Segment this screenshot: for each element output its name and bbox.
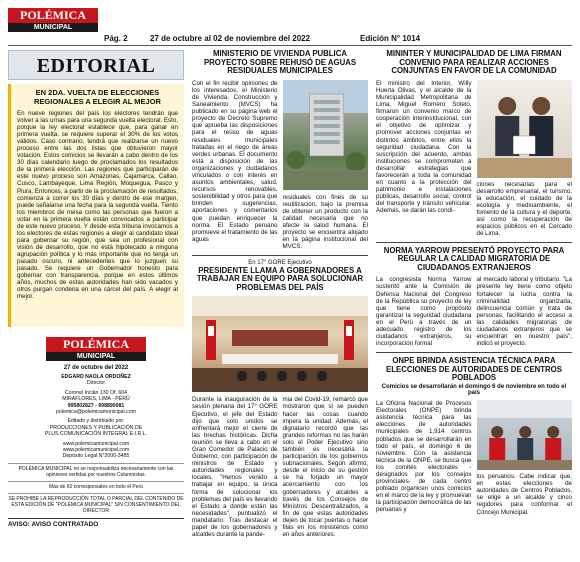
- ministry-building-photo: [283, 80, 369, 190]
- edition-number: Edición N° 1014: [360, 34, 421, 43]
- article-vivienda: [192, 50, 368, 251]
- yarrow-body-2: al mercado laboral y tributario. "La presente ley tiene como objeto fortalecer la lucha contra la criminalidad organizada, delincuencia común y trata de personas, facilitando el acceso a las calidades migratorias de ciudadanos extranjeros que se encuentran en nuestro país", indicó el proyecto.: [476, 276, 572, 348]
- contact-email[interactable]: polemica@polemicamunicipal.com: [56, 409, 136, 416]
- training-illustration: [477, 400, 573, 470]
- vivienda-columns: [192, 80, 368, 251]
- masthead-director: [8, 374, 184, 387]
- gore-session-photo: [192, 296, 368, 392]
- onpe-headline: ONPE BRINDA ASISTENCIA TÉCNICA PARA ELECCIONES DE AUTORIDADES DE CENTROS POBLADOS: [386, 356, 562, 383]
- editorial-article: [8, 84, 184, 327]
- header-rule: [8, 45, 572, 46]
- article-gore: [192, 255, 368, 539]
- article-onpe: [376, 352, 572, 515]
- onpe-training-photo: [477, 400, 573, 470]
- mininter-columns: [376, 80, 572, 238]
- middle-column: [192, 50, 368, 556]
- legal-deposit: Depósito Legal N°2000-3485: [62, 453, 130, 460]
- vivienda-right: [283, 80, 369, 251]
- mininter-body-1: El ministro del Interior, Willy Huerta Olivas, y el alcalde de la Municipalidad Metropolitana de Lima, Miguel Romero Sotelo, firmaron un convenio marco de cooperación interinstitucional, con el objetivo de optimizar y promover acciones conjuntas en distintos ámbitos, entre ellos la seguridad ciudadana. Con la suscripción del acuerdo, ambas instituciones se comprometen a desarrollar estrategias que favorecerán a toda la comunidad en cuanto a la protección del patrimonio e instalaciones públicas, desarrollo social, control del transporte y tránsito vehicular. Además, se darán las condi-: [376, 79, 472, 215]
- copyright-note: SE PROHIBE LA REPRODUCCIÓN TOTAL O PARCIAL DEL CONTENIDO DE ESTA EDICIÓN DE "POLÉMICA MUNICIPAL" SIN CONSENTIMIENTO DEL DIRECTOR: [8, 493, 184, 514]
- notice-footer: AVISO: AVISO CONTRATADO: [8, 518, 184, 528]
- editorial-label: EDITORIAL: [8, 50, 184, 80]
- onpe-columns: [376, 400, 572, 516]
- article-mininter: [376, 50, 572, 238]
- director-name: EDGARD NAOLA ORDOÑEZ: [61, 374, 131, 380]
- newspaper-logo: [8, 8, 98, 38]
- gore-body-2: mia del Covid-19, remarcó que mostraron que sí se pueden hacer las cosas cuando impera la unidad. Además, el dignatario recordó que las grandes reformas no las harán solo el Poder Ejecutivo sino también es necesaria la participación de los gobiernos subnacionales. Según afirmó, desde el inicio de su gestión se ha forjado un mayor acercamiento con los gobernadores y alcaldes a través de los Consejos de Ministros Descentralizados, a fin de que estas autoridades dejen de tocar puertas o hacer filas en los ministerios como en años anteriores.: [282, 396, 368, 539]
- yarrow-headline: NORMA YARROW PRESENTÓ PROYECTO PARA REGULAR LA CALIDAD MIGRATORIA DE CIUDADANOS EXTRANJEROS: [383, 245, 565, 272]
- article-yarrow: [376, 242, 572, 348]
- session-illustration: [192, 296, 368, 392]
- masthead-contact: [8, 390, 184, 416]
- onpe-right: [477, 400, 573, 516]
- masthead-publisher: [8, 418, 184, 437]
- agreement-signing-photo: [477, 80, 573, 178]
- issue-date: 27 de octubre al 02 de noviembre del 2022: [150, 34, 311, 43]
- vivienda-body-2: residuales con fines de su reutilización, bajo la premisa de obtener un producto con la calidad necesaria que no afecte la salud humana. El proyecto se encuentra alojado en la página institucional del MVCS.: [282, 193, 368, 251]
- yarrow-body-1: La congresista Norma Yarrow sustentó ante la Comisión de Defensa Nacional del Congreso de la República su proyecto de ley que tiene como propósito garantizar la seguridad ciudadana en el Perú a través de un adecuado registro de los ciudadanos extranjeros, su incorporación formal: [376, 276, 472, 348]
- vivienda-body-1: Con el fin recibir opiniones de los interesados, el Ministerio de Vivienda, Construcción y Saneamiento (MVCS) ha publicado en su página web el proyecto de Decreto Supremo que aprueba las disposiciones para el reúso de aguas residuales municipales tratadas en el riego de áreas verdes urbanas. El documento está a disposición de las organizaciones y ciudadanos vinculados o con interés en asuntos ambientales, salud, recursos renovables, sostenibilidad y otros para que brinden sugerencias, aportaciones y comentarios que puedan enriquecer la norma. El Estado peruano promueve el tratamiento de las aguas: [192, 79, 278, 243]
- director-role: Director: [86, 380, 106, 387]
- building-illustration: [283, 80, 369, 190]
- masthead-date: 27 de octubre del 2022: [63, 365, 129, 371]
- logo-subtitle: MUNICIPAL: [8, 23, 98, 32]
- website-link-1[interactable]: www.polemicamunicipal.com: [62, 440, 130, 447]
- disclaimer-note: POLÉMICA MUNICIPAL no se responsabiliza necesariamente con las opiniones vertidas por nuestros Columnistas.: [8, 463, 184, 478]
- gore-columns: [192, 396, 368, 538]
- vivienda-headline: MINISTERIO DE VIVIENDA PUBLICA PROYECTO SOBRE REHUSÓ DE AGUAS RESIDUALES MUNICIPALES: [203, 49, 357, 76]
- yarrow-columns: [376, 276, 572, 347]
- masthead-web: [8, 441, 184, 460]
- publisher-line-3: PLUS COMUNICACIÓN INTEGRAL E.I.R.L.: [44, 431, 148, 438]
- gore-kicker: En 17° GORE Ejecutivo: [248, 259, 312, 266]
- editorial-headline: EN 2DA. VUELTA DE ELECCIONES REGIONALES A ELEGIR AL MEJOR: [34, 88, 161, 106]
- masthead-logo: [46, 337, 146, 361]
- gore-headline: PRESIDENTE LLAMA A GOBERNADORES A TRABAJAR EN EQUIPO PARA SOLUCIONAR PROBLEMAS DEL PAÍS: [196, 265, 364, 292]
- mininter-body-2: ciones necesarias para el desarrollo empresarial, el turismo, la educación, el cuidado de la ecología y medioambiente, el fomento de la cultura y el deporte, así como la recuperación de espacios públicos en el Cercado de Lima.: [476, 180, 572, 238]
- left-column: [8, 50, 184, 556]
- onpe-body-2: los peruanos. Cabe indicar que, en estas elecciones de autoridades de Centros Poblados, se elige a un alcalde y cinco regidores para conformar el Concejo Municipal.: [476, 473, 572, 516]
- page-number: Pág. 2: [104, 34, 128, 43]
- onpe-subhead: Comicios se desarrollarán el domingo 6 de noviembre en todo el país: [381, 384, 567, 397]
- right-column: [376, 50, 572, 556]
- publisher-line-2: PRODUCCIONES Y PUBLICACIÓN DE: [49, 424, 143, 431]
- address-line-1: Coronel Inclán 130 Of. 604: [64, 389, 127, 396]
- gore-body-1: Durante la inauguración de la sesión plenaria del 17° GORE Ejecutivo, el jefe del Estado dijo que solo unidos se enfrentará mejor el cierre de las brechas históricas. Dicha reunión se lleva a cabo en el Gran Comedor de Palacio de Gobierno, con participación de ministros de Estado y autoridades regionales y locales. "Hemos venido a trabajar en equipo, la única forma de solucionar los problemas del país es llevando el Estado a donde están las necesidades", puntualizó el mandatario. Tras destacar el papel de los gobernadores y alcaldes durante la pande-: [192, 396, 278, 539]
- page-header: [0, 0, 580, 46]
- masthead: [8, 337, 184, 528]
- mininter-right: [477, 80, 573, 238]
- masthead-logo-title: POLÉMICA: [46, 337, 146, 352]
- address-line-2: MIRAFLORES, LIMA - PERÚ: [62, 396, 130, 403]
- phone-numbers: 995802827 - 998890081: [67, 402, 125, 409]
- mininter-headline: MININTER Y MUNICIPALIDAD DE LIMA FIRMAN CONVENIO PARA REALIZAR ACCIONES CONJUNTAS EN FAVOR DE LA COMUNIDAD: [386, 49, 562, 76]
- website-link-2[interactable]: www.polemicamunicipal.com: [62, 447, 130, 454]
- masthead-logo-subtitle: MUNICIPAL: [46, 352, 146, 361]
- logo-title: POLÉMICA: [8, 8, 98, 23]
- signing-illustration: [477, 80, 573, 178]
- editorial-body: En nueve regiones del país los electores tendrán que volver a las urnas para una segunda vuelta electoral. Esto, porque la ley electoral establece que, para ganar en primera vuelta, se requiere superar el 30% de los votos válidos. Caso contrario, tendrá que realizarse un nuevo proceso entre las dos listas que obtuvieron mayor votación. Estos comicios se llevarán a cabo dentro de los 30 días calendario luego de proclamados los resultados de la primera elección. Las regiones que participarán de este nuevo proceso son Amazonas, Cajamarca, Callao, Cusco, Lambayeque, Lima Región, Moquegua, Pasco y Piura. Entonces, a partir de la proclamación de resultados, comienza a correr los 30 días y dentro de ese margen, puede señalarse una fecha para la segunda vuelta. Tiento los miembros de mesa como las personas que fueron a votar en la primera vuelta están convocados a participar de este nuevo proceso. Y desde esta tribuna invocamos a los electores de estas regiones a elegir al candidato ideal para gobernar su región, que sea un profesional con visión de desarrollo, que no está hipotecado a ninguna agrupación política y lo más importante que no tenga un pasado oscuro, ni antecedentes que lo juzguen su pasado. Se requiere un Gobernador honesto para gobernar con transparencia, porque en estos últimos años, muchos de estas autoridades han sido vacados y otros purgan condena en una cárcel del país. A elegir al mejor.: [17, 110, 178, 301]
- onpe-body-1: La Oficina Nacional de Procesos Electorales (ONPE) brinda asistencia técnica para las elecciones de autoridades municipales de 1,914 centros poblados que se desarrollarán en todo el país, el domingo 6 de noviembre. Con la asistencia técnica de la ONPE, se busca que los comités electorales -designados por los consejos provinciales- de cada centro poblado organicen unos comicios en el marco de la ley y promuevan la participación democrática de las peruanas y: [376, 400, 472, 514]
- publisher-line-1: Editado y distribuido por:: [67, 418, 125, 425]
- correspondents-note: Más de 60 corresponsales en todo el Perú: [8, 481, 184, 490]
